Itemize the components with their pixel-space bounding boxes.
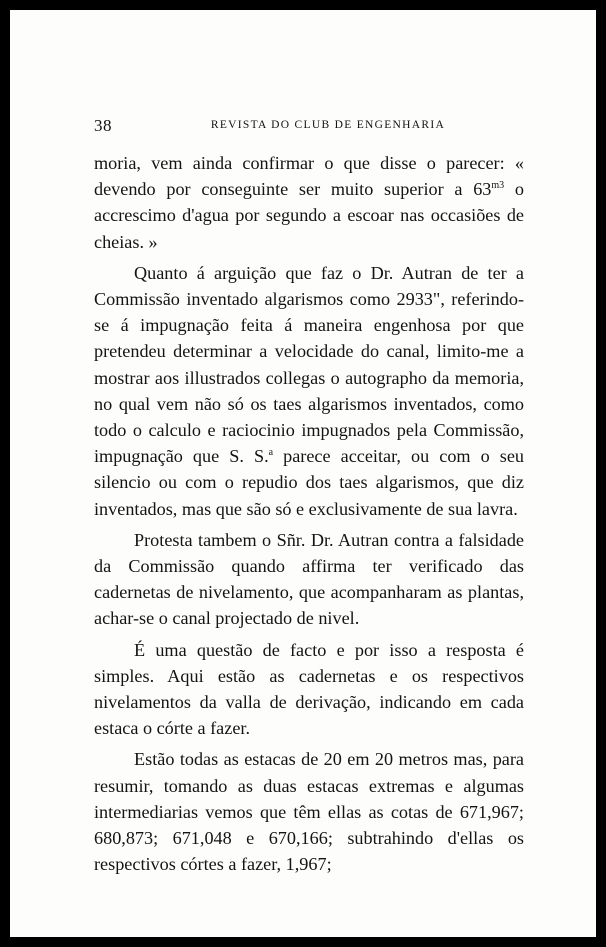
paragraph (94, 260, 524, 522)
body-text (94, 150, 524, 882)
running-title: REVISTA DO CLUB DE ENGENHARIA (210, 119, 446, 131)
paragraph-text: Estão todas as estacas de 20 em 20 metros mas, para resumir, tomando as duas estacas extremas e algumas intermediarias vemos que têm ellas as cotas de 671,967; 680,873; 671,048 e 670,166; subtrahindo d'ellas os respectivos córtes a fazer, 1,967; (94, 749, 524, 875)
paragraph (94, 637, 524, 742)
paragraph-text: moria, vem ainda confirmar o que disse o parecer: « devendo por conseguinte ser muito superior a 63 (94, 153, 524, 200)
paragraph-text: Protesta tambem o Sñr. Dr. Autran contra a falsidade da Commissão quando affirma ter verificado das cadernetas de nivelamento, que acompanharam as plantas, achar-se o canal projectado de nivel. (94, 529, 524, 629)
paragraph-continuation (94, 150, 524, 255)
book-page (10, 10, 596, 937)
paragraph-text: o accrescimo d'agua por segundo a escoar nas occasiões de cheias. » (94, 179, 525, 252)
paragraph-text: parece acceitar, ou com o seu silencio ou com o repudio dos taes algarismos, que diz inventados, mas que são só e exclusivamente de sua lavra. (94, 446, 524, 519)
paragraph (94, 746, 524, 877)
page-header (94, 116, 522, 142)
paragraph (94, 527, 524, 632)
paragraph-text: Quanto á arguição que faz o Dr. Autran de ter a Commissão inventado algarismos como 2933", referindo-se á impugnação feita á maneira engenhosa por que pretendeu determinar a velocidade do canal, limito-me a mostrar aos illustrados collegas o autographo da memoria, no qual vem não só os taes algarismos inventados, como todo o calculo e raciocinio impugnados pela Commissão, impugnação que S. S. (94, 262, 524, 467)
superscript-abbrev: a (268, 447, 274, 459)
page-number: 38 (94, 116, 112, 135)
superscript-unit: m3 (491, 180, 505, 192)
paragraph-text: É uma questão de facto e por isso a resposta é simples. Aqui estão as cadernetas e os respectivos nivelamentos da valla de derivação, indicando em cada estaca o córte a fazer. (94, 639, 524, 739)
